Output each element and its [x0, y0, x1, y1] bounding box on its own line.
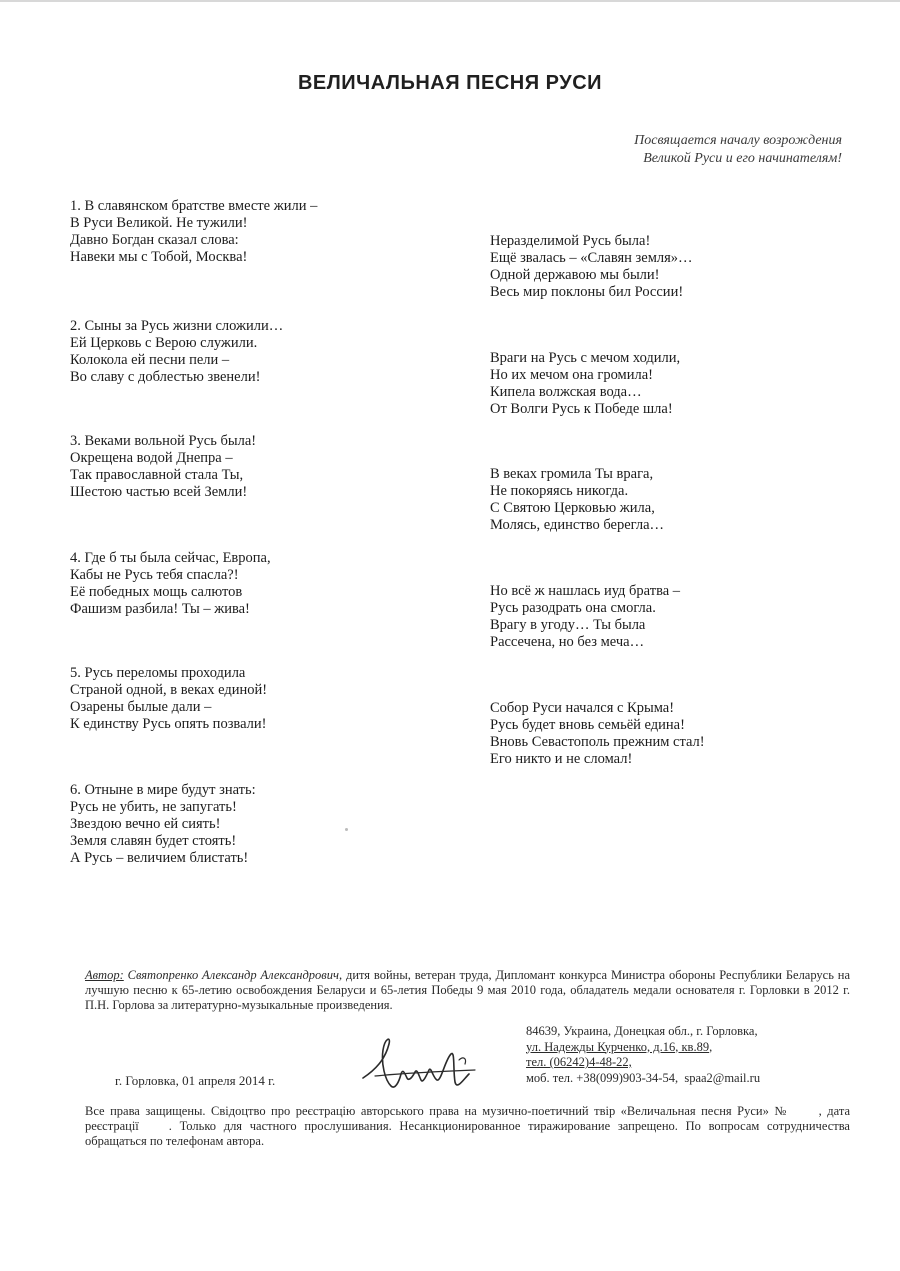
verse-line: Давно Богдан сказал слова: [70, 232, 239, 248]
dedication-line: Великой Руси и его начинателям! [643, 151, 842, 166]
verse-line: Но всё ж нашлась иуд братва – [490, 583, 681, 599]
stanza-2-refrain [490, 350, 680, 418]
place-and-date: г. Горловка, 01 апреля 2014 г. [115, 1073, 276, 1088]
verse-line: Врагу в угоду… Ты была [490, 617, 646, 633]
verse-line: Враги на Русь с мечом ходили, [490, 350, 681, 366]
verse-line: Русь не убить, не запугать! [70, 799, 237, 815]
stanza-6 [70, 782, 256, 867]
verse-line: С Святою Церковью жила, [490, 500, 655, 516]
dedication [634, 132, 842, 168]
verse-line: В Руси Великой. Не тужили! [70, 215, 248, 231]
verse-line: Колокола ей песни пели – [70, 352, 230, 368]
scan-edge [0, 0, 900, 2]
copyright-notice [85, 1104, 850, 1149]
verse-line: Русь разодрать она смогла. [490, 600, 656, 616]
verse-line: Неразделимой Русь была! [490, 233, 651, 249]
stanza-2 [70, 318, 283, 386]
verse-line: 4. Где б ты была сейчас, Европа, [70, 550, 271, 566]
verse-line: Ещё звалась – «Славян земля»… [490, 250, 693, 266]
verse-line: Одной державою мы были! [490, 267, 660, 283]
verse-line: 2. Сыны за Русь жизни сложили… [70, 318, 284, 334]
verse-line: Озарены былые дали – [70, 699, 212, 715]
verse-line: Ей Церковь с Верою служили. [70, 335, 258, 351]
scan-speck [345, 828, 348, 831]
address-line: ул. Надежды Курченко, д.16, кв.89, [526, 1039, 713, 1054]
verse-line: 3. Веками вольной Русь была! [70, 433, 257, 449]
verse-line: Молясь, единство берегла… [490, 517, 665, 533]
verse-line: От Волги Русь к Победе шла! [490, 401, 673, 417]
phone-line: тел. (06242)4-48-22, [526, 1055, 632, 1069]
verse-line: Не покоряясь никогда. [490, 483, 629, 499]
verse-line: 5. Русь переломы проходила [70, 665, 246, 681]
verse-line: Фашизм разбила! Ты – жива! [70, 601, 250, 617]
verse-line: Земля славян будет стоять! [70, 833, 237, 849]
stanza-1-refrain [490, 233, 693, 301]
stanza-5 [70, 665, 267, 733]
author-label: Автор: [85, 968, 124, 982]
stanza-4-refrain [490, 583, 680, 651]
verse-line: Кипела волжская вода… [490, 384, 642, 400]
verse-line: Звездою вечно ей сиять! [70, 816, 221, 832]
verse-line: Весь мир поклоны бил России! [490, 284, 684, 300]
stanza-3 [70, 433, 256, 501]
contact-address [526, 1024, 760, 1086]
verse-line: 1. В славянском братстве вместе жили – [70, 198, 318, 214]
stanza-3-refrain [490, 466, 664, 534]
verse-line: А Русь – величием блистать! [70, 850, 249, 866]
author-info [85, 968, 850, 1013]
verse-line: Русь будет вновь семьёй едина! [490, 717, 685, 733]
registration-date-text: , дата реєстрації [85, 1104, 850, 1133]
mobile-phone: моб. тел. +38(099)903-34-54, [526, 1070, 679, 1085]
verse-line: Окрещена водой Днепра – [70, 450, 233, 466]
stanza-5-refrain [490, 700, 705, 768]
stanza-1 [70, 198, 317, 266]
verse-line: Её победных мощь салютов [70, 584, 243, 600]
address-line: 84639, Украина, Донецкая обл., г. Горловка, [526, 1024, 758, 1038]
dedication-line: Посвящается началу возрождения [634, 133, 842, 148]
verse-line: Страной одной, в веках единой! [70, 682, 268, 698]
verse-line: Во славу с доблестью звенели! [70, 369, 261, 385]
copyright-text: Все права защищены. Свідоцтво про реєстрацію авторського права на музично-поетичний твір «Величальная песня Руси» № [85, 1104, 789, 1118]
verse-line: Его никто и не сломал! [490, 751, 633, 767]
verse-line: Вновь Севастополь прежним стал! [490, 734, 705, 750]
author-credentials: дитя войны, ветеран труда, Дипломант конкурса Министра обороны Республики Беларусь на лучшую песню к 65-летию освобождения Беларуси и 65-летия Победы 9 мая 2010 года, обладатель медали основателя г. Горловки в 2012 г. П.Н. Горлова за литературно-музыкальные произведения. [85, 968, 851, 1012]
page-title: ВЕЛИЧАЛЬНАЯ ПЕСНЯ РУСИ [297, 72, 603, 94]
verse-line: Так православной стала Ты, [70, 467, 244, 483]
verse-line: 6. Отныне в мире будут знать: [70, 782, 256, 798]
verse-line: Рассечена, но без меча… [490, 634, 645, 650]
usage-terms: . Только для частного прослушивания. Несанкционированное тиражирование запрещено. По вопросам сотрудничества обращаться по телефонам автора. [85, 1119, 850, 1148]
verse-line: Навеки мы с Тобой, Москва! [70, 249, 248, 265]
mobile-line [526, 1071, 760, 1087]
verse-line: К единству Русь опять позвали! [70, 716, 267, 732]
verse-line: Шестою частью всей Земли! [70, 484, 248, 500]
verse-line: Но их мечом она громила! [490, 367, 653, 383]
email-address: spaa2@mail.ru [684, 1070, 761, 1085]
author-name: Святопренко Александр Александрович, [127, 968, 343, 982]
verse-line: Кабы не Русь тебя спасла?! [70, 567, 239, 583]
verse-line: В веках громила Ты врага, [490, 466, 654, 482]
signature-icon [355, 1030, 495, 1100]
verse-line: Собор Руси начался с Крыма! [490, 700, 675, 716]
stanza-4 [70, 550, 271, 618]
